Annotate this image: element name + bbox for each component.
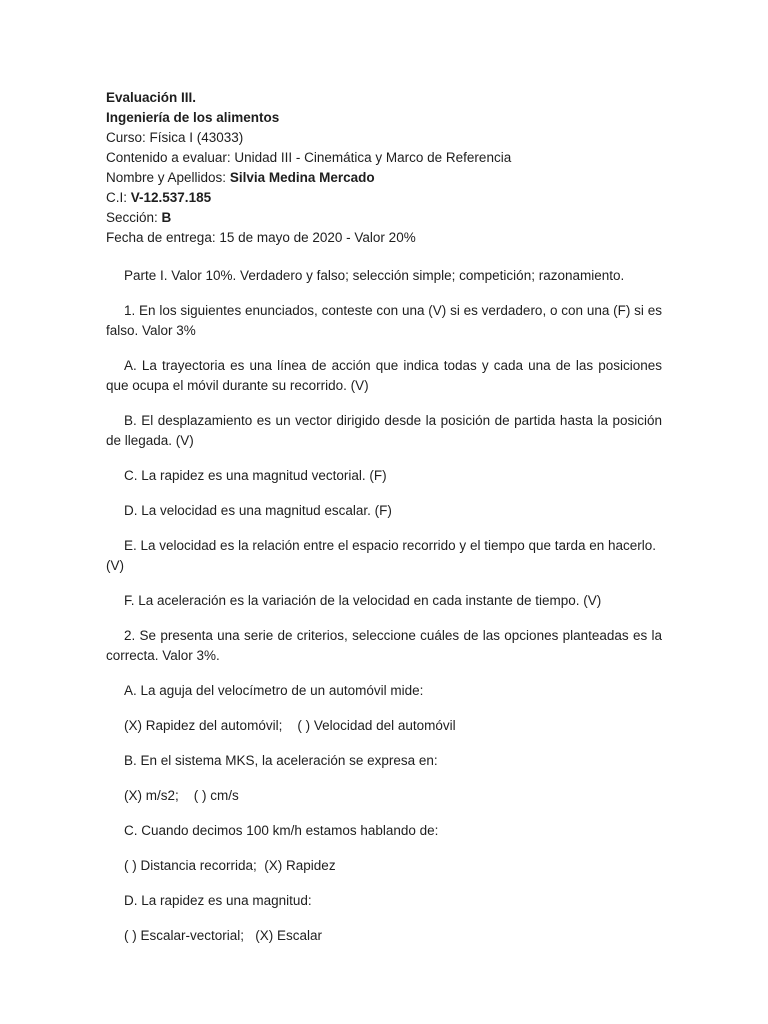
q1-item-d: D. La velocidad es una magnitud escalar. (F): [124, 503, 392, 518]
ci-line: [106, 188, 662, 208]
document-page: [106, 88, 662, 946]
course-line: Curso: Física I (43033): [106, 130, 244, 145]
q2-item-c-options: ( ) Distancia recorrida; (X) Rapidez: [124, 858, 336, 873]
q2-item-b-options: (X) m/s2; ( ) cm/s: [124, 788, 239, 803]
q1-item-f: F. La aceleración es la variación de la velocidad en cada instante de tiempo. (V): [124, 593, 602, 608]
due-date-line: Fecha de entrega: 15 de mayo de 2020 - Valor 20%: [106, 230, 416, 245]
q2-item-c-question: C. Cuando decimos 100 km/h estamos hablando de:: [124, 823, 439, 838]
content-line: Contenido a evaluar: Unidad III - Cinemática y Marco de Referencia: [106, 150, 512, 165]
q2-item-b-question: B. En el sistema MKS, la aceleración se expresa en:: [124, 753, 438, 768]
section-value: B: [161, 210, 172, 225]
student-name-line: [106, 168, 662, 188]
section-label: Sección:: [106, 210, 162, 225]
q1-item-c: C. La rapidez es una magnitud vectorial. (F): [124, 468, 387, 483]
document-header: [106, 88, 662, 248]
student-name-value: Silvia Medina Mercado: [229, 170, 375, 185]
ci-value: V-12.537.185: [130, 190, 212, 205]
q1-item-b: B. El desplazamiento es un vector dirigido desde la posición de partida hasta la posición de llegada. (V): [106, 413, 662, 448]
q2-item-a-options: (X) Rapidez del automóvil; ( ) Velocidad del automóvil: [124, 718, 456, 733]
ci-label: C.I:: [106, 190, 131, 205]
document-subtitle: Ingeniería de los alimentos: [106, 110, 280, 125]
q2-item-d-question: D. La rapidez es una magnitud:: [124, 893, 312, 908]
q2-item-a-question: A. La aguja del velocímetro de un automóvil mide:: [124, 683, 424, 698]
student-name-label: Nombre y Apellidos:: [106, 170, 230, 185]
q2-item-d-options: ( ) Escalar-vectorial; (X) Escalar: [124, 928, 323, 943]
q2-statement: 2. Se presenta una serie de criterios, seleccione cuáles de las opciones planteadas es la correcta. Valor 3%.: [106, 628, 662, 663]
part1-intro: Parte I. Valor 10%. Verdadero y falso; selección simple; competición; razonamiento.: [124, 268, 625, 283]
q1-item-e: E. La velocidad es la relación entre el espacio recorrido y el tiempo que tarda en hacerlo. (V): [106, 538, 657, 573]
section-line: [106, 208, 662, 228]
document-title: Evaluación III.: [106, 90, 197, 105]
q1-statement: 1. En los siguientes enunciados, conteste con una (V) si es verdadero, o con una (F) si es falso. Valor 3%: [106, 303, 662, 338]
q1-item-a: A. La trayectoria es una línea de acción que indica todas y cada una de las posiciones que ocupa el móvil durante su recorrido. (V): [106, 358, 662, 393]
